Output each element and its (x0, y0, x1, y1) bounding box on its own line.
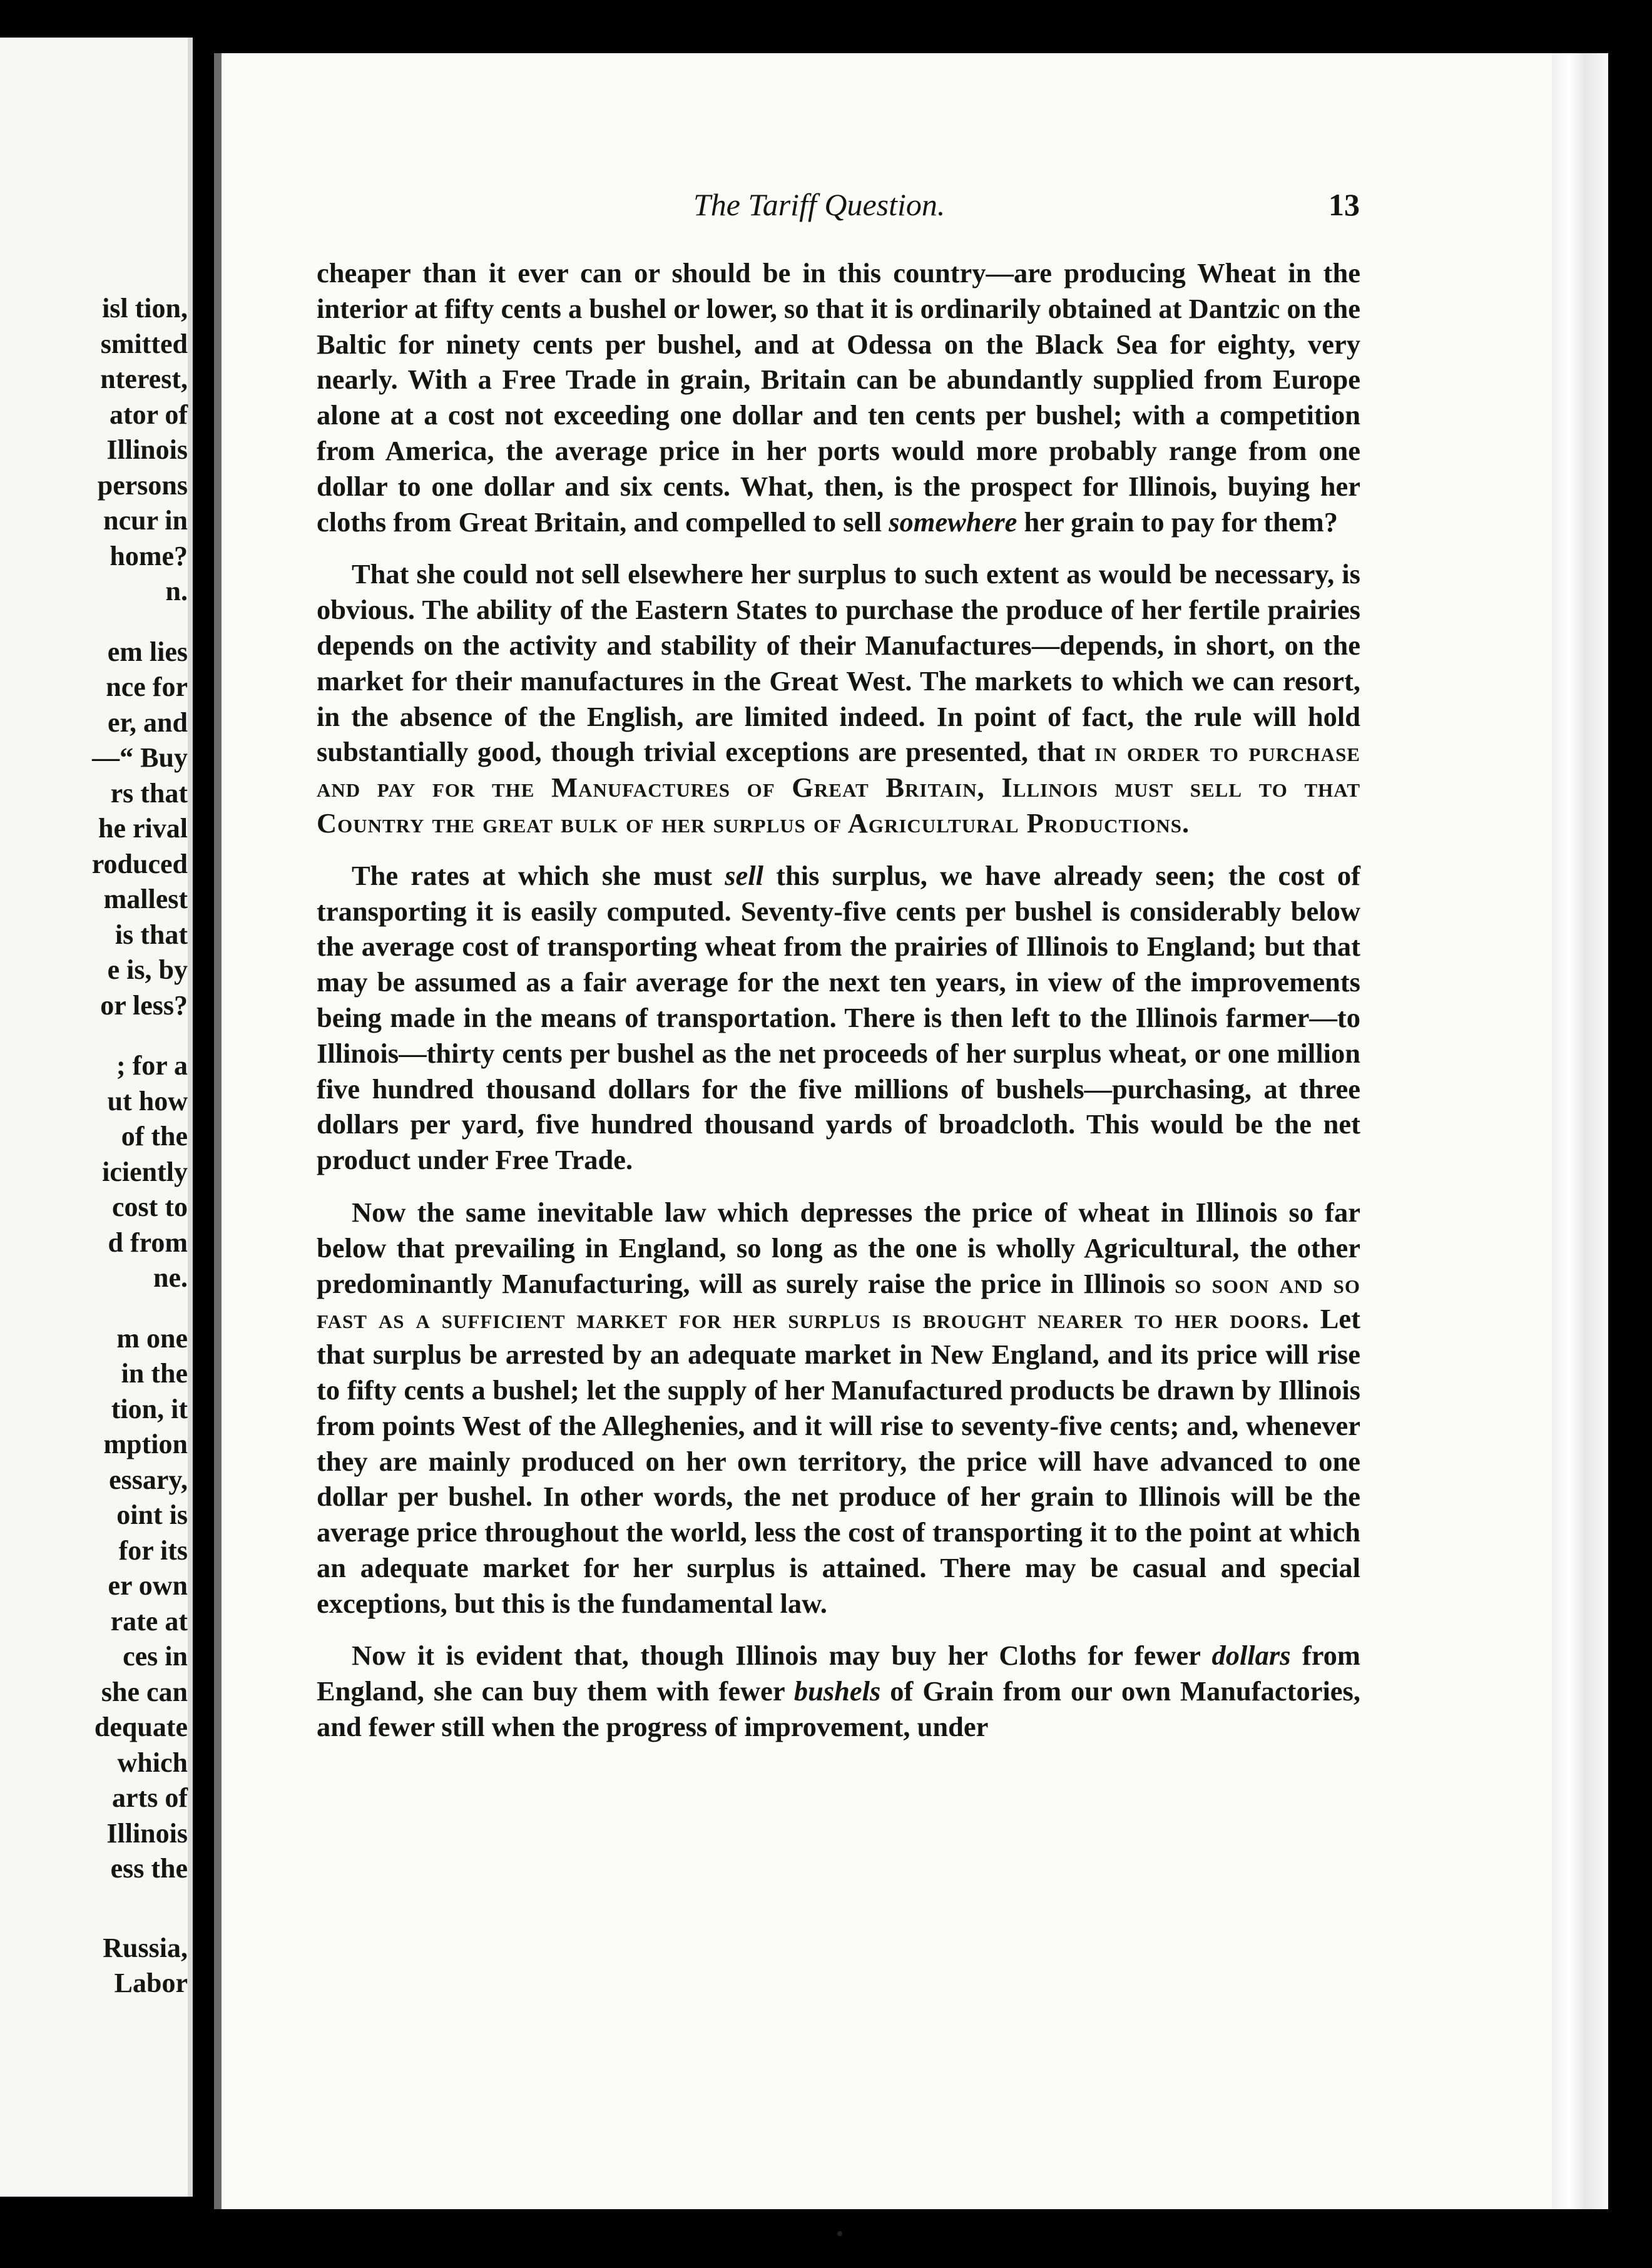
facing-page (0, 38, 193, 2197)
paragraph-1-text: cheaper than it ever can or should be in this country—are producing Wheat in the interior at fifty cents a bushel or lower, so that it is ordinarily obtained at Dantzic on the Baltic for ninety cents per bushel, and at Odessa on the Black Sea for eighty, very nearly. With a Free Trade in grain, Britain can be abundantly supplied from Europe alone at a cost not exceeding one dollar and ten cents per bushel; with a competition from America, the average price in her ports would more probably range from one dollar to one dollar and six cents. What, then, is the prospect for Illinois, buying her cloths from Great Britain, and compelled to sell (317, 257, 1360, 538)
facing-line: iciently (102, 1156, 188, 1187)
facing-line: ator of (109, 399, 188, 430)
facing-line: or less? (100, 989, 188, 1021)
facing-line: ut how (107, 1085, 188, 1116)
facing-line: mption (103, 1429, 188, 1459)
paragraph-2-text: That she could not sell elsewhere her surplus to such extent as would be necessary, is obvious. The ability of the Eastern States to purchase the produce of her fertile prairies depends on the activity and stability of their Manufactures—depends, in short, on the market for their manufactures in the Great West. The markets to which we can resort, in the absence of the English, are limited indeed. In point of fact, the rule will hold substantially good, though trivial exceptions are presented, that (317, 558, 1360, 768)
facing-line: tion, it (111, 1393, 188, 1424)
facing-line: for its (118, 1535, 188, 1566)
facing-line: er own (108, 1570, 188, 1601)
facing-line: dequate (94, 1712, 188, 1742)
facing-line: is that (115, 919, 188, 950)
facing-line: she can (101, 1676, 188, 1707)
paragraph-4-text: Now the same inevitable law which depresses the price of wheat in Illinois so far below that prevailing in England, so long as the one is wholly Agricultural, the other predominantly Manufacturing, will as surely raise the price in Illinois (317, 1196, 1360, 1299)
paragraph-4-text-end: Let that surplus be arrested by an adequate market in New England, and its price will rise to fifty cents a bushel; let the supply of her Manufactured products be drawn by Illinois from points West of the Alleghenies, and it will rise to seventy-five cents; and, whenever they are mainly produced on her own territory, the price will have advanced to one dollar per bushel. In other words, the net produce of her grain to Illinois will be the average price throughout the world, less the cost of transporting it to the point at which an adequate market for her surplus is attained. There may be casual and special exceptions, but this is the fundamental law. (317, 1303, 1360, 1619)
facing-line: nce for (106, 672, 188, 702)
facing-line: he rival (98, 813, 188, 844)
facing-line: ess the (110, 1853, 188, 1884)
page-header (693, 186, 1360, 224)
facing-fragments-1 (6, 291, 188, 610)
facing-line: cost to (112, 1192, 188, 1222)
facing-line: e is, by (107, 954, 188, 985)
facing-line: Labor (114, 1968, 188, 1998)
facing-line: —“ Buy (92, 742, 188, 773)
paragraph-5-text-middle: from England, she can buy them with fewer (317, 1640, 1360, 1707)
facing-line: Russia, (103, 1932, 188, 1963)
facing-line: of the (121, 1121, 188, 1152)
facing-line: mallest (103, 884, 188, 914)
paragraph-4-small-caps: so soon and so fast as a sufficient market for her surplus is brought nearer to her doors. (317, 1267, 1360, 1335)
facing-page-text (6, 291, 188, 2001)
paragraph-5-emphasis-2: bushels (793, 1675, 881, 1707)
facing-line: Illinois (106, 434, 188, 465)
running-title: The Tariff Question. (693, 187, 946, 222)
paragraph-1-emphasis: somewhere (889, 506, 1017, 538)
facing-fragments-5 (6, 1931, 188, 2001)
facing-line: ces in (123, 1641, 188, 1672)
paragraph-3-text: The rates at which she must (352, 859, 725, 891)
facing-line: n. (165, 576, 188, 606)
paragraph-2-small-caps: in order to purchase and pay for the Manufactures of Great Britain, Illinois must sell to that Country the great bulk of her surplus of Agricultural Productions. (317, 736, 1360, 839)
scan-speck (837, 2231, 842, 2236)
facing-line: which (117, 1747, 188, 1778)
facing-line: em lies (107, 636, 188, 667)
facing-line: persons (97, 469, 188, 501)
facing-line: ne. (153, 1262, 188, 1293)
paragraph-2 (317, 556, 1360, 840)
paragraph-3-emphasis: sell (725, 859, 763, 891)
facing-line: rs that (110, 777, 188, 809)
paragraph-3-text-end: this surplus, we have already seen; the cost of transporting it is easily computed. Seventy-five cents per bushel is considerably below the average cost of transporting wheat from the prairies of Illinois to England; but that may be assumed as a fair average for the next ten years, in view of the improvements being made in the means of transportation. There is then left to the Illinois farmer—to Illinois—thirty cents per bushel as the net proceeds of her surplus wheat, or one million five hundred thousand dollars for the five millions of bushels—purchasing, at three dollars per yard, five hundred thousand yards of broadcloth. This would be the net product under Free Trade. (317, 859, 1360, 1176)
paragraph-5-emphasis-1: dollars (1211, 1640, 1291, 1672)
facing-fragments-3 (6, 1048, 188, 1296)
facing-line: roduced (91, 848, 188, 879)
page-gutter (214, 53, 222, 2209)
page-number: 13 (1328, 187, 1360, 222)
page-edge (1552, 53, 1608, 2209)
facing-line: isl tion, (102, 293, 188, 324)
facing-line: m one (116, 1322, 188, 1354)
facing-line: home? (110, 540, 188, 571)
paragraph-1-text-end: her grain to pay for them? (1017, 506, 1338, 538)
paragraph-4 (317, 1195, 1360, 1622)
paragraph-5-text-end: of Grain from our own Manufactories, and fewer still when the progress of improvement, under (317, 1675, 1360, 1743)
facing-line: rate at (110, 1605, 188, 1637)
facing-line: ; for a (116, 1050, 188, 1081)
paragraph-5 (317, 1638, 1360, 1744)
facing-line: in the (121, 1358, 188, 1389)
facing-line: nterest, (100, 364, 188, 394)
facing-line: smitted (100, 328, 188, 359)
paragraph-1 (317, 255, 1360, 539)
facing-line: ncur in (103, 505, 188, 536)
paragraph-5-text: Now it is evident that, though Illinois may buy her Cloths for fewer (352, 1640, 1212, 1672)
facing-line: Illinois (106, 1817, 188, 1849)
page-body (317, 255, 1360, 1762)
facing-line: oint is (116, 1499, 188, 1530)
facing-fragments-4 (6, 1321, 188, 1887)
paragraph-3 (317, 858, 1360, 1178)
facing-line: er, and (108, 707, 188, 738)
facing-line: arts of (112, 1782, 188, 1813)
facing-line: d from (108, 1227, 188, 1258)
facing-fragments-2 (6, 635, 188, 1024)
facing-line: essary, (109, 1464, 188, 1495)
